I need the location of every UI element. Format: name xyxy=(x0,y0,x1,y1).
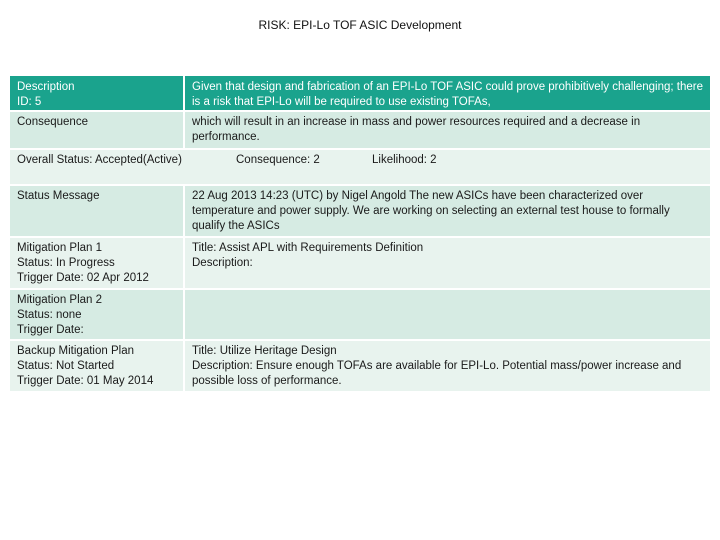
mitigation-plan-2-label: Mitigation Plan 2 Status: none Trigger Date: xyxy=(10,290,185,339)
backup-mitigation-text: Title: Utilize Heritage Design Description: Ensure enough TOFAs are available for EPI-Lo. Potential mass/power increase and possible loss of performance. xyxy=(192,345,682,387)
overall-status-row xyxy=(10,150,710,186)
risk-table xyxy=(10,76,710,393)
mitigation-plan-2-row xyxy=(10,290,710,341)
overall-status-cell xyxy=(10,150,710,184)
mitigation-plan-1-text: Title: Assist APL with Requirements Definition Description: xyxy=(192,242,424,269)
description-row xyxy=(10,76,710,112)
backup-mitigation-row xyxy=(10,341,710,393)
overall-status: Overall Status: Accepted(Active) xyxy=(17,154,182,166)
mitigation-plan-1-row xyxy=(10,238,710,290)
status-message-text: 22 Aug 2013 14:23 (UTC) by Nigel Angold The new ASICs have been characterized over temperature and power supply. We are working on selecting an external test house to formally qualify the ASICs xyxy=(192,190,670,232)
mitigation-plan-2-text xyxy=(185,290,710,339)
overall-likelihood: Likelihood: 2 xyxy=(372,154,437,166)
page-title: RISK: EPI-Lo TOF ASIC Development xyxy=(258,18,462,32)
status-message-label: Status Message xyxy=(10,186,185,236)
mitigation-plan-1-label: Mitigation Plan 1 Status: In Progress Trigger Date: 02 Apr 2012 xyxy=(10,238,185,288)
consequence-text: which will result in an increase in mass and power resources required and a decrease in performance. xyxy=(192,116,641,143)
status-message-row xyxy=(10,186,710,238)
description-label: Description ID: 5 xyxy=(10,76,185,110)
backup-mitigation-label: Backup Mitigation Plan Status: Not Started Trigger Date: 01 May 2014 xyxy=(10,341,185,391)
description-text: Given that design and fabrication of an EPI-Lo TOF ASIC could prove prohibitively challenging; there is a risk that EPI-Lo will be required to use existing TOFAs, xyxy=(192,81,703,108)
consequence-label: Consequence xyxy=(10,112,185,148)
consequence-row xyxy=(10,112,710,150)
overall-consequence: Consequence: 2 xyxy=(236,154,320,166)
